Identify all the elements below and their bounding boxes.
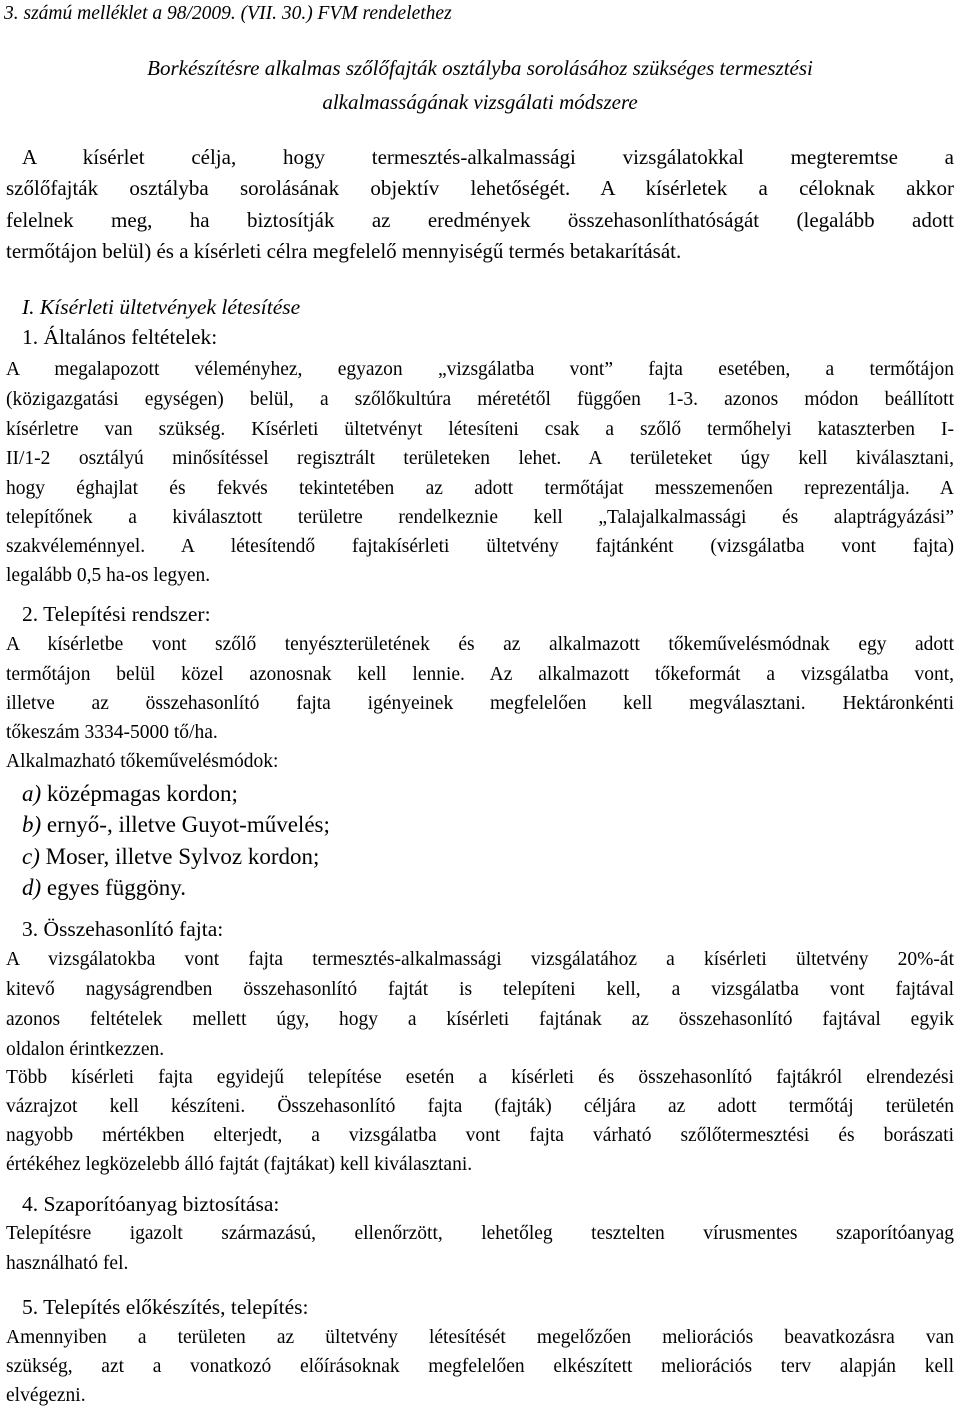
paragraph-line: szakvéleménnyel. A létesítendő fajtakísérleti ültetvény fajtánként (vizsgálatba vont fajta)	[6, 536, 954, 557]
paragraph-line: tőkeszám 3334-5000 tő/ha.	[6, 722, 218, 743]
paragraph-line: szükség, azt a vonatkozó előírásoknak megfelelően elkészített meliorációs terv alapján kell	[6, 1356, 954, 1377]
subsection-title: 1. Általános feltételek:	[22, 325, 218, 349]
subsection-title: 5. Telepítés előkészítés, telepítés:	[22, 1295, 309, 1319]
paragraph-line: termőtájon belül közel azonosnak kell lennie. Az alkalmazott tőkeformát a vizsgálatba vont,	[6, 664, 954, 685]
paragraph-line: azonos feltételek mellett úgy, hogy a kísérleti fajtának az összehasonlító fajtával egyik	[6, 1009, 954, 1030]
document-title-line-2: alkalmasságának vizsgálati módszere	[322, 90, 638, 114]
paragraph-line: Több kísérleti fajta egyidejű telepítése esetén a kísérleti és összehasonlító fajtákról elrendezési	[6, 1067, 954, 1088]
paragraph-line: használható fel.	[6, 1253, 129, 1274]
method-item: b) ernyő-, illetve Guyot-művelés;	[22, 812, 330, 837]
section-title: I. Kísérleti ültetvények létesítése	[22, 295, 301, 319]
regulation-reference: 3. számú melléklet a 98/2009. (VII. 30.) FVM rendelethez	[4, 3, 452, 24]
paragraph-line: A kísérletbe vont szőlő tenyészterületének és az alkalmazott tőkeművelésmódnak egy adott	[6, 634, 954, 655]
paragraph-line: Amennyiben a területen az ültetvény létesítését megelőzően meliorációs beavatkozásra van	[6, 1327, 954, 1348]
intro-line: termőtájon belül) és a kísérleti célra megfelelő mennyiségű termés betakarítását.	[6, 239, 682, 263]
paragraph-line: A vizsgálatokba vont fajta termesztés-alkalmassági vizsgálatához a kísérleti ültetvény 20%-át	[6, 949, 954, 970]
paragraph-line: illetve az összehasonlító fajta igényeinek megfelelően kell megválasztani. Hektáronkénti	[6, 693, 954, 714]
subsection-title: 2. Telepítési rendszer:	[22, 602, 211, 626]
subsection-title: 4. Szaporítóanyag biztosítása:	[22, 1192, 280, 1216]
document-title-line-1: Borkészítésre alkalmas szőlőfajták osztályba sorolásához szükséges termesztési	[147, 56, 813, 80]
paragraph-line: kísérletre van szükség. Kísérleti ültetvényt létesíteni csak a szőlő termőhelyi kataszterben I-	[6, 419, 954, 440]
paragraph-line: (közigazgatási egységen) belül, a szőlőkultúra méretétől függően 1-3. azonos módon beállított	[6, 389, 954, 410]
paragraph-line: telepítőnek a kiválasztott területre rendelkeznie kell „Talajalkalmassági és alaptrágyázási”	[6, 507, 954, 528]
method-item: a) középmagas kordon;	[22, 781, 238, 806]
paragraph-line: Telepítésre igazolt származású, ellenőrzött, lehetőleg tesztelten vírusmentes szaporítóanyag	[6, 1223, 954, 1244]
paragraph-line: vázrajzot kell készíteni. Összehasonlító fajta (fajták) céljára az adott termőtáj területén	[6, 1096, 954, 1117]
paragraph-line: értékéhez legközelebb álló fajtát (fajtákat) kell kiválasztani.	[6, 1154, 473, 1175]
intro-line: felelnek meg, ha biztosítják az eredmények összehasonlíthatóságát (legalább adott	[6, 208, 954, 232]
subsection-title: 3. Összehasonlító fajta:	[22, 917, 224, 941]
intro-line: A kísérlet célja, hogy termesztés-alkalmassági vizsgálatokkal megteremtse a	[22, 145, 954, 169]
method-item: d) egyes függöny.	[22, 875, 186, 900]
paragraph-line: kitevő nagyságrendben összehasonlító fajtát is telepíteni kell, a vizsgálatba vont fajtával	[6, 979, 954, 1000]
methods-label: Alkalmazható tőkeművelésmódok:	[6, 751, 279, 772]
method-item: c) Moser, illetve Sylvoz kordon;	[22, 844, 320, 869]
paragraph-line: nagyobb mértékben elterjedt, a vizsgálatba vont fajta várható szőlőtermesztési és borászati	[6, 1125, 954, 1146]
paragraph-line: hogy éghajlat és fekvés tekintetében az adott termőtájat messzemenően reprezentálja. A	[6, 478, 954, 499]
intro-line: szőlőfajták osztályba sorolásának objektív lehetőségét. A kísérletek a céloknak akkor	[6, 176, 954, 200]
paragraph-line: II/1-2 osztályú minősítéssel regisztrált területeken lehet. A területeket úgy kell kiválasztani,	[6, 448, 954, 469]
paragraph-line: elvégezni.	[6, 1385, 86, 1406]
paragraph-line: oldalon érintkezzen.	[6, 1039, 165, 1060]
paragraph-line: legalább 0,5 ha-os legyen.	[6, 565, 211, 586]
paragraph-line: A megalapozott véleményhez, egyazon „vizsgálatba vont” fajta esetében, a termőtájon	[6, 359, 954, 380]
